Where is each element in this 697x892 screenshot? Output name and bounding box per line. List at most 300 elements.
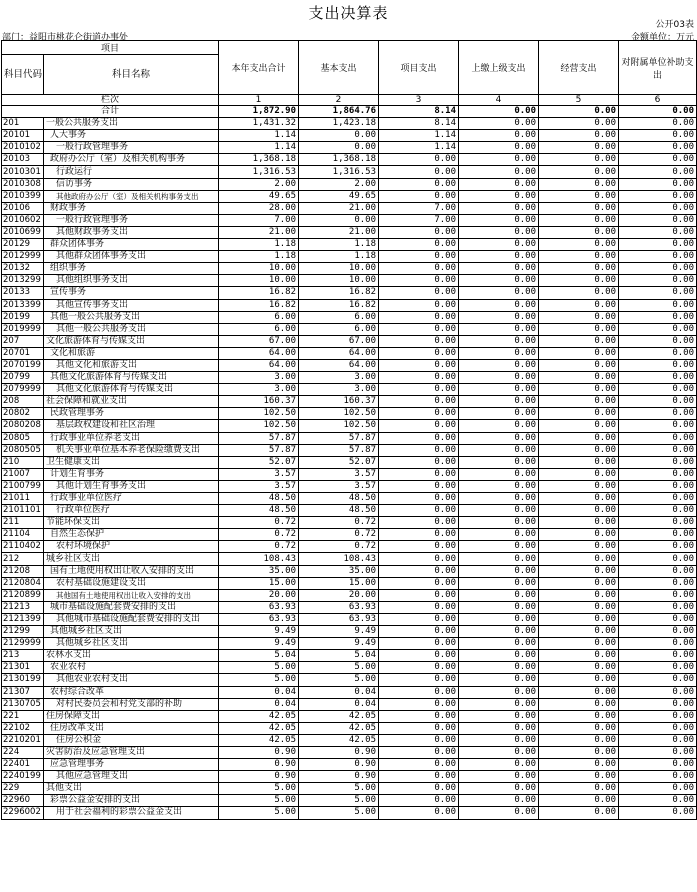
- amount-cell: 108.43: [219, 553, 299, 565]
- table-row: [2, 795, 697, 807]
- table-row: [2, 480, 697, 492]
- amount-cell: 0.00: [619, 359, 697, 371]
- table-row: [2, 710, 697, 722]
- amount-cell: 0.00: [619, 420, 697, 432]
- account-code: 224: [2, 746, 44, 758]
- table-row: [2, 698, 697, 710]
- amount-cell: 0.00: [459, 710, 539, 722]
- amount-cell: 0.00: [619, 795, 697, 807]
- account-name: 卫生健康支出: [44, 456, 219, 468]
- amount-cell: 0.00: [619, 432, 697, 444]
- amount-cell: 0.00: [619, 480, 697, 492]
- amount-cell: 0.04: [219, 686, 299, 698]
- table-row: [2, 118, 697, 130]
- amount-cell: 0.00: [379, 166, 459, 178]
- index-value: 5: [539, 95, 619, 106]
- col-header: 本年支出合计: [219, 41, 299, 95]
- account-name: 住房改革支出: [44, 722, 219, 734]
- table-row: [2, 674, 697, 686]
- amount-cell: 0.00: [379, 505, 459, 517]
- account-name: 群众团体事务: [44, 239, 219, 251]
- amount-cell: 0.00: [459, 420, 539, 432]
- amount-cell: 5.00: [299, 674, 379, 686]
- amount-cell: 1.18: [219, 251, 299, 263]
- table-row: [2, 444, 697, 456]
- amount-cell: 0.00: [539, 226, 619, 238]
- amount-cell: 0.00: [379, 408, 459, 420]
- table-row: [2, 456, 697, 468]
- index-label: 栏次: [2, 95, 219, 106]
- amount-cell: 0.00: [459, 214, 539, 226]
- amount-cell: 0.00: [619, 638, 697, 650]
- table-row: [2, 166, 697, 178]
- account-name: 农村综合改革: [44, 686, 219, 698]
- table-row: [2, 589, 697, 601]
- amount-cell: 48.50: [299, 505, 379, 517]
- amount-cell: 42.05: [219, 734, 299, 746]
- amount-cell: 0.00: [459, 505, 539, 517]
- amount-cell: 63.93: [299, 601, 379, 613]
- account-code: 207: [2, 335, 44, 347]
- account-name: 农业农村: [44, 662, 219, 674]
- amount-cell: 16.82: [299, 299, 379, 311]
- account-code: 2130705: [2, 698, 44, 710]
- amount-cell: 0.00: [539, 734, 619, 746]
- amount-cell: 0.00: [459, 444, 539, 456]
- amount-cell: 0.00: [539, 480, 619, 492]
- account-code: 21299: [2, 626, 44, 638]
- amount-cell: 0.00: [619, 517, 697, 529]
- amount-cell: 0.90: [299, 759, 379, 771]
- account-code: 2100799: [2, 480, 44, 492]
- amount-cell: 0.00: [539, 529, 619, 541]
- amount-cell: 0.00: [619, 613, 697, 625]
- amount-cell: 15.00: [299, 577, 379, 589]
- account-name: 其他城市基础设施配套费安排的支出: [44, 613, 219, 625]
- account-code: 2210201: [2, 734, 44, 746]
- amount-cell: 57.87: [219, 444, 299, 456]
- amount-cell: 0.00: [619, 662, 697, 674]
- amount-cell: 0.90: [299, 771, 379, 783]
- amount-cell: 0.00: [539, 154, 619, 166]
- amount-cell: 0.72: [299, 517, 379, 529]
- amount-cell: 0.90: [299, 746, 379, 758]
- amount-cell: 48.50: [299, 493, 379, 505]
- index-value: 3: [379, 95, 459, 106]
- amount-cell: 0.00: [459, 287, 539, 299]
- account-name: 其他国有土地使用权出让收入安排的支出: [44, 589, 219, 601]
- amount-cell: 0.00: [379, 347, 459, 359]
- account-code: 212: [2, 553, 44, 565]
- amount-cell: 0.00: [379, 239, 459, 251]
- table-row: [2, 759, 697, 771]
- index-value: 4: [459, 95, 539, 106]
- amount-cell: 0.00: [459, 372, 539, 384]
- amount-cell: 0.00: [619, 239, 697, 251]
- account-code: 2010308: [2, 178, 44, 190]
- amount-cell: 1,368.18: [219, 154, 299, 166]
- account-name: 节能环保支出: [44, 517, 219, 529]
- amount-cell: 1.14: [379, 142, 459, 154]
- amount-cell: 0.00: [619, 214, 697, 226]
- account-code: 213: [2, 650, 44, 662]
- amount-cell: 0.00: [539, 577, 619, 589]
- table-row: [2, 577, 697, 589]
- amount-cell: 1.14: [219, 130, 299, 142]
- table-row: [2, 384, 697, 396]
- amount-cell: 3.57: [299, 480, 379, 492]
- amount-cell: 9.49: [219, 638, 299, 650]
- amount-cell: 3.57: [299, 468, 379, 480]
- account-code: 22102: [2, 722, 44, 734]
- amount-cell: 57.87: [299, 444, 379, 456]
- amount-cell: 0.00: [459, 299, 539, 311]
- table-row: [2, 154, 697, 166]
- amount-cell: 0.00: [539, 505, 619, 517]
- table-row: [2, 553, 697, 565]
- table-row: [2, 323, 697, 335]
- amount-cell: 0.00: [619, 456, 697, 468]
- amount-cell: 0.00: [459, 589, 539, 601]
- amount-cell: 0.00: [539, 638, 619, 650]
- amount-cell: 0.00: [539, 710, 619, 722]
- account-name: 政府办公厅（室）及相关机构事务: [44, 154, 219, 166]
- amount-cell: 160.37: [219, 396, 299, 408]
- amount-cell: 0.00: [619, 154, 697, 166]
- amount-cell: 0.00: [619, 372, 697, 384]
- account-name: 财政事务: [44, 202, 219, 214]
- amount-cell: 64.00: [299, 347, 379, 359]
- amount-cell: 0.00: [459, 650, 539, 662]
- amount-cell: 102.50: [219, 420, 299, 432]
- amount-cell: 21.00: [219, 226, 299, 238]
- account-name: 其他应急管理支出: [44, 771, 219, 783]
- table-row: [2, 517, 697, 529]
- amount-cell: 10.00: [219, 263, 299, 275]
- amount-cell: 0.00: [539, 444, 619, 456]
- table-row: [2, 420, 697, 432]
- account-code: 2110402: [2, 541, 44, 553]
- amount-cell: 102.50: [299, 408, 379, 420]
- amount-cell: 42.05: [219, 722, 299, 734]
- amount-cell: 0.00: [459, 359, 539, 371]
- account-name: 住房保障支出: [44, 710, 219, 722]
- account-code: 22960: [2, 795, 44, 807]
- account-code: 20129: [2, 239, 44, 251]
- amount-cell: 0.00: [619, 130, 697, 142]
- amount-cell: 0.00: [459, 118, 539, 130]
- amount-cell: 9.49: [299, 626, 379, 638]
- account-name: 城乡社区支出: [44, 553, 219, 565]
- account-name: 其他城乡社区支出: [44, 626, 219, 638]
- table-row: [2, 541, 697, 553]
- amount-cell: 0.00: [539, 626, 619, 638]
- account-name: 其他文化和旅游支出: [44, 359, 219, 371]
- amount-cell: 16.82: [219, 299, 299, 311]
- amount-cell: 6.00: [219, 323, 299, 335]
- account-name: 其他一般公共服务支出: [44, 311, 219, 323]
- amount-cell: 1,316.53: [219, 166, 299, 178]
- account-name: 人大事务: [44, 130, 219, 142]
- amount-cell: 0.00: [539, 142, 619, 154]
- amount-cell: 0.00: [539, 807, 619, 819]
- total-value: 1,872.90: [219, 106, 299, 118]
- table-row: [2, 783, 697, 795]
- amount-cell: 0.72: [219, 517, 299, 529]
- amount-cell: 0.00: [379, 190, 459, 202]
- amount-cell: 0.00: [619, 275, 697, 287]
- amount-cell: 2.00: [219, 178, 299, 190]
- amount-cell: 63.93: [299, 613, 379, 625]
- amount-cell: 0.00: [539, 517, 619, 529]
- amount-cell: 0.00: [379, 432, 459, 444]
- amount-cell: 0.00: [459, 601, 539, 613]
- account-name: 一般行政管理事务: [44, 142, 219, 154]
- amount-cell: 0.72: [299, 529, 379, 541]
- amount-cell: 0.00: [459, 396, 539, 408]
- amount-cell: 3.57: [219, 480, 299, 492]
- amount-cell: 1,423.18: [299, 118, 379, 130]
- amount-cell: 67.00: [299, 335, 379, 347]
- amount-cell: 0.00: [619, 674, 697, 686]
- amount-cell: 0.00: [619, 650, 697, 662]
- amount-cell: 0.00: [459, 662, 539, 674]
- account-code: 2101101: [2, 505, 44, 517]
- table-row: [2, 529, 697, 541]
- amount-cell: 0.00: [539, 420, 619, 432]
- account-code: 2129999: [2, 638, 44, 650]
- amount-cell: 0.00: [619, 468, 697, 480]
- table-row: [2, 239, 697, 251]
- account-code: 229: [2, 783, 44, 795]
- amount-cell: 6.00: [299, 311, 379, 323]
- amount-cell: 3.00: [299, 372, 379, 384]
- amount-cell: 0.00: [459, 613, 539, 625]
- amount-cell: 0.00: [379, 372, 459, 384]
- amount-cell: 1,316.53: [299, 166, 379, 178]
- amount-cell: 0.00: [539, 118, 619, 130]
- table-row: [2, 287, 697, 299]
- amount-cell: 5.00: [219, 674, 299, 686]
- amount-cell: 0.00: [379, 807, 459, 819]
- amount-cell: 0.00: [459, 202, 539, 214]
- amount-cell: 0.00: [459, 166, 539, 178]
- amount-cell: 0.00: [459, 759, 539, 771]
- account-name: 农林水支出: [44, 650, 219, 662]
- table-row: [2, 190, 697, 202]
- amount-cell: 0.00: [539, 214, 619, 226]
- amount-cell: 0.00: [459, 638, 539, 650]
- account-name: 行政运行: [44, 166, 219, 178]
- account-code: 2079999: [2, 384, 44, 396]
- account-code: 211: [2, 517, 44, 529]
- amount-cell: 42.05: [299, 710, 379, 722]
- account-name: 宣传事务: [44, 287, 219, 299]
- amount-cell: 7.00: [379, 214, 459, 226]
- account-code: 2013399: [2, 299, 44, 311]
- amount-cell: 0.00: [539, 202, 619, 214]
- col-header: 项目支出: [379, 41, 459, 95]
- account-code: 20799: [2, 372, 44, 384]
- amount-cell: 0.00: [539, 722, 619, 734]
- amount-cell: 48.50: [219, 493, 299, 505]
- amount-cell: 0.00: [619, 263, 697, 275]
- amount-cell: 35.00: [299, 565, 379, 577]
- amount-cell: 0.00: [539, 650, 619, 662]
- amount-cell: 10.00: [299, 263, 379, 275]
- table-row: [2, 275, 697, 287]
- amount-cell: 3.00: [219, 372, 299, 384]
- amount-cell: 0.00: [459, 746, 539, 758]
- amount-cell: 0.00: [379, 674, 459, 686]
- amount-cell: 0.00: [459, 311, 539, 323]
- amount-cell: 0.00: [379, 517, 459, 529]
- amount-cell: 0.00: [539, 432, 619, 444]
- amount-cell: 0.00: [619, 251, 697, 263]
- account-name: 彩票公益金安排的支出: [44, 795, 219, 807]
- amount-cell: 5.00: [299, 662, 379, 674]
- account-name: 行政单位医疗: [44, 505, 219, 517]
- amount-cell: 0.00: [619, 118, 697, 130]
- amount-cell: 0.00: [619, 529, 697, 541]
- table-row: [2, 142, 697, 154]
- account-name: 其他财政事务支出: [44, 226, 219, 238]
- amount-cell: 0.00: [459, 130, 539, 142]
- amount-cell: 0.00: [459, 771, 539, 783]
- account-name: 一般公共服务支出: [44, 118, 219, 130]
- amount-cell: 0.00: [459, 734, 539, 746]
- amount-cell: 5.00: [299, 795, 379, 807]
- amount-cell: 0.00: [619, 178, 697, 190]
- amount-cell: 0.00: [619, 311, 697, 323]
- account-name: 一般行政管理事务: [44, 214, 219, 226]
- total-value: 1,864.76: [299, 106, 379, 118]
- amount-cell: 0.00: [379, 359, 459, 371]
- table-row: [2, 662, 697, 674]
- account-name: 其他计划生育事务支出: [44, 480, 219, 492]
- amount-cell: 20.00: [219, 589, 299, 601]
- amount-cell: 0.00: [619, 287, 697, 299]
- account-code: 2121399: [2, 613, 44, 625]
- amount-cell: 67.00: [219, 335, 299, 347]
- amount-cell: 0.00: [619, 444, 697, 456]
- account-code: 2070199: [2, 359, 44, 371]
- account-code: 2120899: [2, 589, 44, 601]
- amount-cell: 0.00: [459, 190, 539, 202]
- amount-cell: 49.65: [299, 190, 379, 202]
- expenditure-table: [1, 40, 697, 820]
- amount-cell: 6.00: [219, 311, 299, 323]
- account-code: 2296002: [2, 807, 44, 819]
- amount-cell: 0.00: [619, 759, 697, 771]
- amount-cell: 1,368.18: [299, 154, 379, 166]
- amount-cell: 0.00: [619, 722, 697, 734]
- amount-cell: 0.00: [459, 154, 539, 166]
- amount-cell: 0.00: [619, 710, 697, 722]
- amount-cell: 0.00: [539, 347, 619, 359]
- amount-cell: 57.87: [219, 432, 299, 444]
- amount-cell: 21.00: [299, 226, 379, 238]
- amount-cell: 0.00: [379, 299, 459, 311]
- account-name: 其他农业农村支出: [44, 674, 219, 686]
- amount-cell: 57.87: [299, 432, 379, 444]
- amount-cell: 0.00: [539, 541, 619, 553]
- account-name: 文化旅游体育与传媒支出: [44, 335, 219, 347]
- amount-cell: 1.14: [379, 130, 459, 142]
- account-code: 21213: [2, 601, 44, 613]
- total-value: 0.00: [539, 106, 619, 118]
- amount-cell: 0.00: [619, 384, 697, 396]
- amount-cell: 5.00: [299, 783, 379, 795]
- account-name: 应急管理事务: [44, 759, 219, 771]
- amount-cell: 0.00: [379, 722, 459, 734]
- amount-cell: 21.00: [299, 202, 379, 214]
- amount-cell: 0.00: [379, 759, 459, 771]
- amount-cell: 52.07: [219, 456, 299, 468]
- amount-cell: 0.00: [539, 311, 619, 323]
- amount-cell: 0.00: [459, 517, 539, 529]
- account-code: 21307: [2, 686, 44, 698]
- amount-cell: 0.00: [379, 553, 459, 565]
- amount-cell: 42.05: [219, 710, 299, 722]
- amount-cell: 0.00: [539, 553, 619, 565]
- account-name: 其他一般公共服务支出: [44, 323, 219, 335]
- account-code: 2012999: [2, 251, 44, 263]
- amount-cell: 0.00: [539, 335, 619, 347]
- col-header: 对附属单位补助支出: [619, 41, 697, 95]
- col-header: 基本支出: [299, 41, 379, 95]
- index-value: 1: [219, 95, 299, 106]
- amount-cell: 42.05: [299, 734, 379, 746]
- table-row: [2, 299, 697, 311]
- amount-cell: 8.14: [379, 118, 459, 130]
- amount-cell: 0.00: [379, 589, 459, 601]
- amount-cell: 0.00: [299, 142, 379, 154]
- amount-cell: 0.00: [539, 662, 619, 674]
- amount-cell: 0.00: [539, 372, 619, 384]
- amount-cell: 0.00: [619, 541, 697, 553]
- table-row: [2, 432, 697, 444]
- amount-cell: 0.00: [459, 795, 539, 807]
- amount-cell: 0.00: [459, 142, 539, 154]
- amount-cell: 0.00: [539, 456, 619, 468]
- account-code: 21208: [2, 565, 44, 577]
- amount-cell: 0.00: [459, 263, 539, 275]
- amount-cell: 0.00: [459, 698, 539, 710]
- account-code: 2010699: [2, 226, 44, 238]
- amount-cell: 0.00: [379, 795, 459, 807]
- amount-cell: 0.00: [619, 166, 697, 178]
- table-row: [2, 807, 697, 819]
- account-code: 20802: [2, 408, 44, 420]
- amount-cell: 0.00: [619, 493, 697, 505]
- amount-cell: 0.00: [459, 432, 539, 444]
- amount-cell: 1.18: [299, 251, 379, 263]
- total-value: 8.14: [379, 106, 459, 118]
- amount-cell: 0.00: [459, 335, 539, 347]
- amount-cell: 3.00: [219, 384, 299, 396]
- amount-cell: 0.00: [459, 251, 539, 263]
- account-name: 城市基础设施配套费安排的支出: [44, 601, 219, 613]
- account-name: 民政管理事务: [44, 408, 219, 420]
- amount-cell: 9.49: [299, 638, 379, 650]
- account-code: 2080208: [2, 420, 44, 432]
- amount-cell: 0.00: [539, 130, 619, 142]
- table-row: [2, 613, 697, 625]
- amount-cell: 0.00: [459, 468, 539, 480]
- account-code: 210: [2, 456, 44, 468]
- amount-cell: 0.00: [459, 686, 539, 698]
